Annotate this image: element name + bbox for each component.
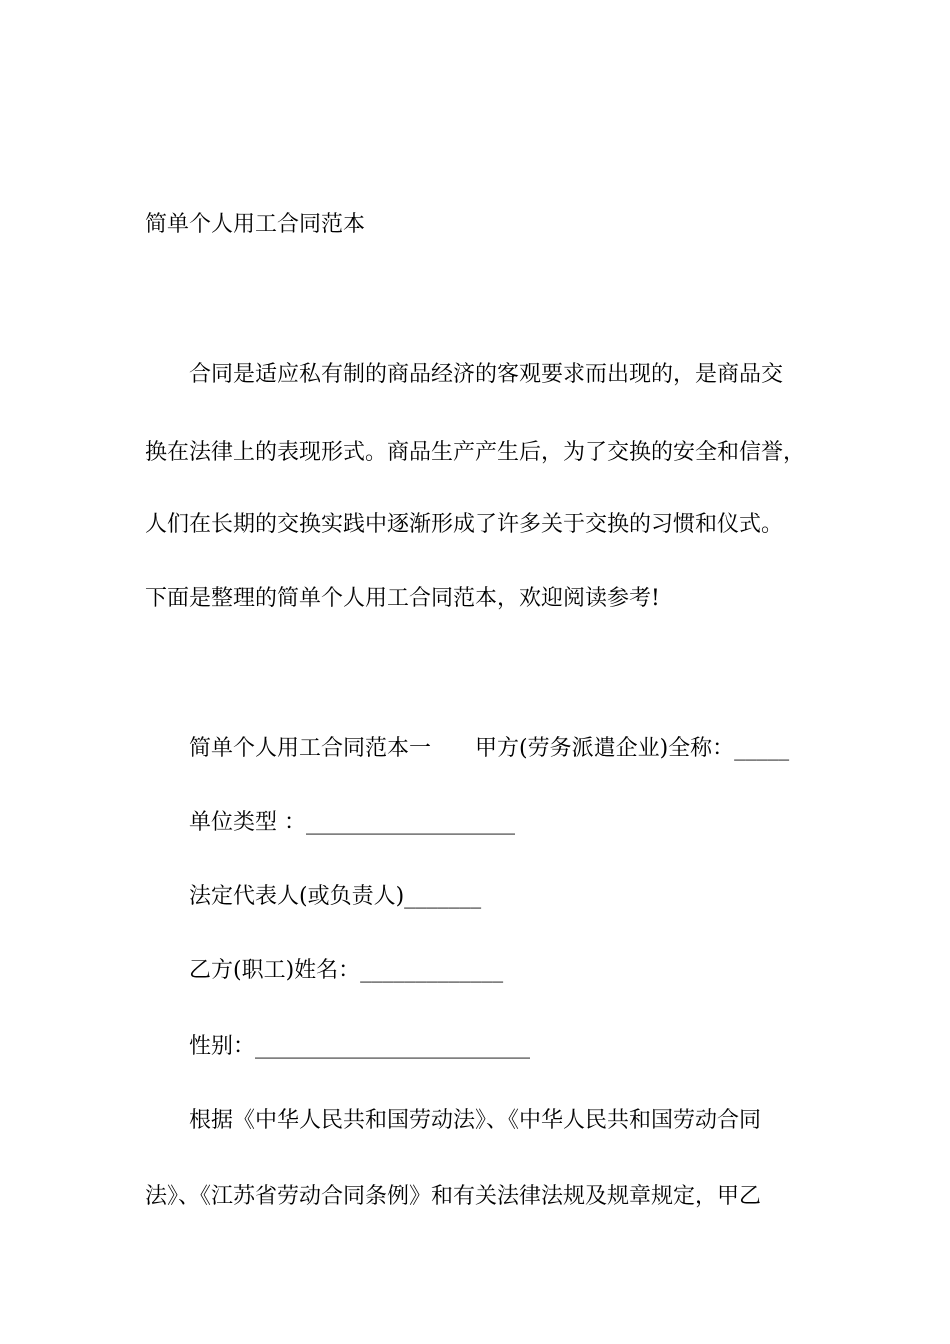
intro-line-2: 换在法律上的表现形式。商品生产产生后，为了交换的安全和信誉， (145, 440, 806, 465)
unit-type-field: 单位类型 ：___________________ (189, 810, 515, 835)
intro-line-3: 人们在长期的交换实践中逐渐形成了许多关于交换的习惯和仪式。 (145, 512, 784, 537)
party-b-name-field: 乙方(职工)姓名：_____________ (189, 958, 504, 983)
intro-line-4: 下面是整理的简单个人用工合同范本，欢迎阅读参考! (145, 586, 660, 611)
gender-field: 性别：_________________________ (189, 1034, 531, 1059)
contract-heading-row (189, 734, 789, 764)
legal-rep-field: 法定代表人(或负责人)_______ (189, 884, 482, 909)
intro-line-1: 合同是适应私有制的商品经济的客观要求而出现的，是商品交 (189, 362, 784, 387)
party-a-field: 甲方(劳务派遣企业)全称：_____ (475, 736, 790, 761)
document-title: 简单个人用工合同范本 (145, 212, 366, 237)
basis-line-2: 法》、《江苏省劳动合同条例》和有关法律法规及规章规定，甲乙 (145, 1184, 762, 1209)
contract-heading: 简单个人用工合同范本一 (189, 736, 432, 761)
basis-line-1: 根据《中华人民共和国劳动法》、《中华人民共和国劳动合同 (189, 1108, 762, 1133)
